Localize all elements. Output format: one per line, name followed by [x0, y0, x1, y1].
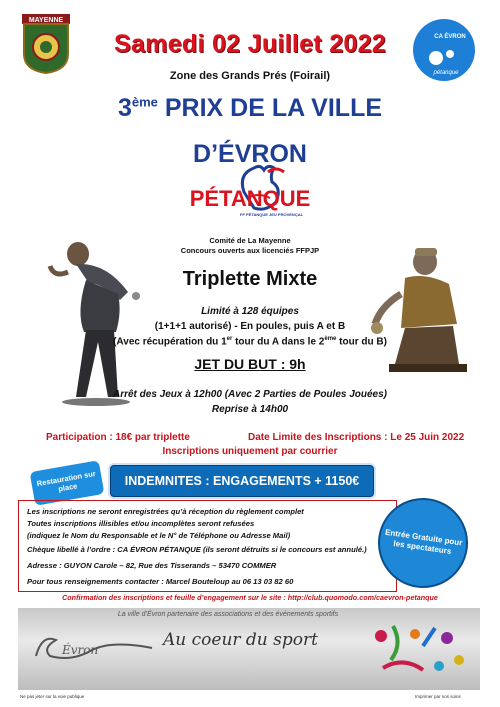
indemnity-box: INDEMNITES : ENGAGEMENTS + 1150€: [110, 465, 374, 497]
discipline-title: PÉTANQUE: [189, 186, 311, 211]
federation-mark: FF PÉTANQUE JEU PROVENÇAL: [240, 212, 304, 217]
prize-rank: 3: [117, 94, 132, 122]
committee-name: Comité de La Mayenne: [209, 236, 291, 245]
team-limit: Limité à 128 équipes: [201, 306, 299, 317]
info-line-2: Toutes inscriptions illisibles et/ou incomplètes seront refusées: [27, 519, 255, 528]
jet-du-but: JET DU BUT : 9h: [194, 356, 306, 372]
info-line-3: (indiquez le Nom du Responsable et le N° de Téléphone ou Adresse Mail): [27, 531, 291, 540]
footer-left-note: Ne pas jeter sur la voie publique: [20, 694, 85, 699]
logo-right-sub: pétanque: [433, 70, 459, 76]
logo-right-text: CA ÉVRON: [434, 34, 466, 40]
rule2-sup-1: er: [226, 336, 233, 342]
sports-icons: [363, 616, 475, 686]
prize-rank-suffix: ème: [131, 94, 158, 110]
prize-title-text: PRIX DE LA VILLE: [164, 94, 383, 122]
badge-label: MAYENNE: [28, 17, 64, 24]
prize-title: [0, 94, 500, 123]
rule2-part-b: tour du A dans le 2: [232, 336, 325, 348]
info-line-6: Pour tous renseignements contacter : Marcel Bouteloup au 06 13 03 82 60: [27, 577, 294, 586]
games-stop: Arrêt des Jeux à 12h00 (Avec 2 Parties de Poules Jouées): [112, 389, 388, 400]
rule2-part-c: tour du B): [336, 336, 387, 348]
banner-tagline: La ville d’Évron partenaire des associations et des événements sportifs: [117, 611, 339, 618]
sponsor-banner: [18, 608, 480, 690]
city-name: D’ÉVRON: [193, 140, 307, 168]
banner-signature: Évron: [62, 643, 99, 657]
banner-slogan: Au coeur du sport: [163, 630, 318, 650]
info-line-5: Adresse : GUYON Carole – 82, Rue des Tisserands – 53470 COMMER: [27, 561, 277, 570]
date-title: Samedi 02 Juillet 2022: [113, 30, 387, 58]
info-line-1: Les inscriptions ne seront enregistrées qu’à réception du règlement complet: [27, 507, 304, 516]
confirmation-line: Confirmation des inscriptions et feuille d’engagement sur le site : http://club.quomodo.com/caevron-petanque: [62, 593, 438, 602]
rule-line-1: (1+1+1 autorisé) - En poules, puis A et B: [154, 321, 346, 332]
restaurant-badge: Restauration sur place: [30, 460, 105, 506]
player-left-figure: [46, 232, 151, 407]
games-resume: Reprise à 14h00: [211, 404, 289, 415]
rule2-sup-2: ème: [324, 336, 337, 342]
evron-signature-logo: [32, 626, 162, 666]
mail-only-note: Inscriptions uniquement par courrier: [162, 446, 338, 457]
free-entry-badge: Entrée Gratuite pour les spectateurs: [372, 492, 474, 594]
venue: Zone des Grands Prés (Foirail): [169, 70, 331, 82]
footer-right-note: Imprimer par nos soins: [415, 694, 461, 699]
info-line-4: Chèque libellé à l’ordre : CA ÉVRON PÉTANQUE (ils seront détruits si le concours est annulé.): [27, 545, 367, 554]
committee-open-to: Concours ouverts aux licenciés FFPJP: [180, 246, 320, 255]
registration-deadline: Date Limite des Inscriptions : Le 25 Juin 2022: [248, 432, 465, 443]
info-box: [18, 500, 397, 592]
rule-line-2: [0, 336, 500, 347]
participation-fee: Participation : 18€ par triplette: [46, 432, 190, 443]
rule2-part-a: (Avec récupération du 1: [113, 336, 227, 348]
competition-format: Triplette Mixte: [182, 268, 318, 290]
